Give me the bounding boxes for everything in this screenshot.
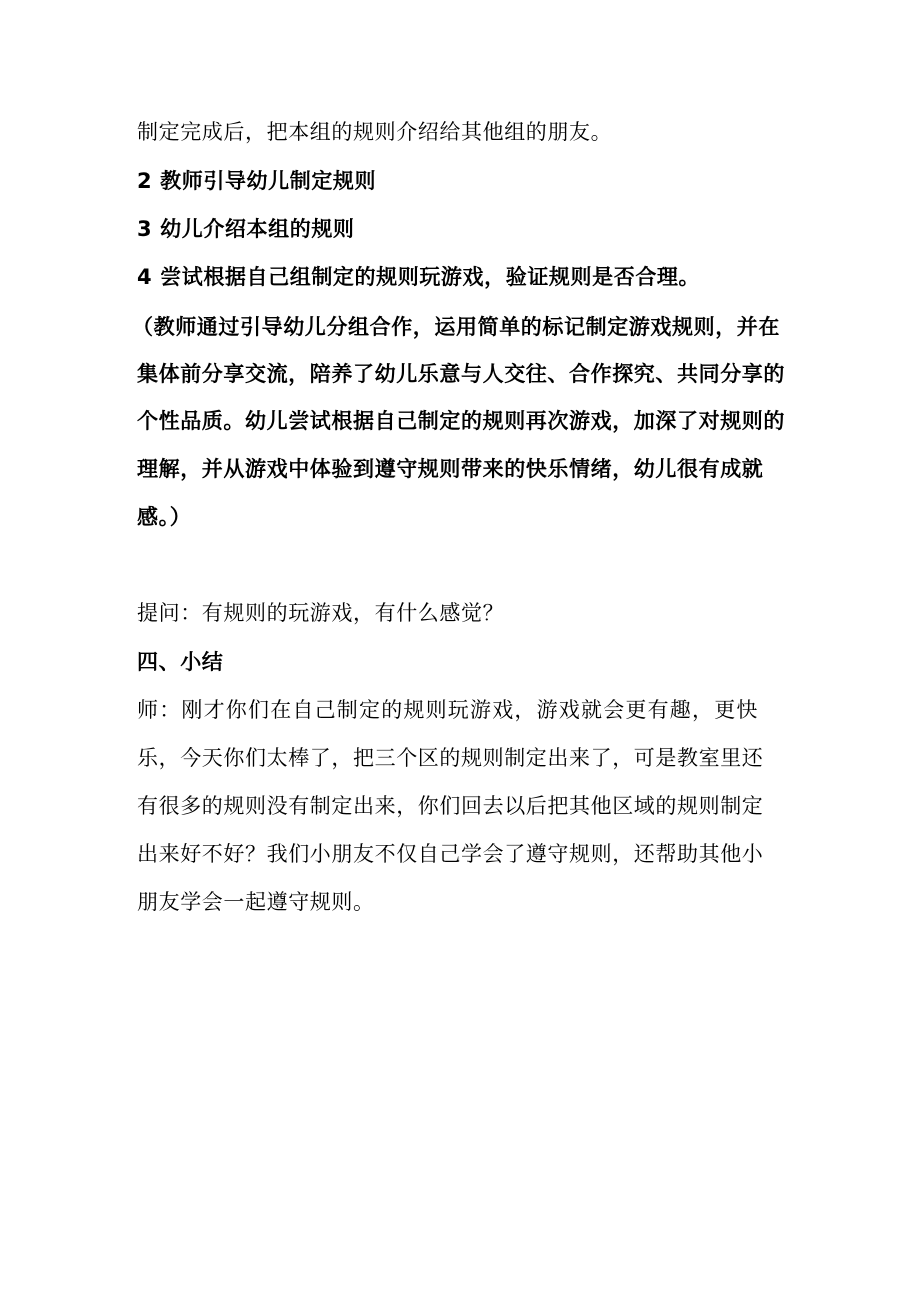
- summary-line-2: 乐，今天你们太棒了，把三个区的规则制定出来了，可是教室里还: [137, 746, 764, 770]
- commentary-line-2: 集体前分享交流，陪养了幼儿乐意与人交往、合作探究、共同分享的: [137, 362, 785, 386]
- summary-line-3: 有很多的规则没有制定出来，你们回去以后把其他区域的规则制定: [137, 794, 764, 818]
- summary-line-5: 朋友学会一起遵守规则。: [137, 890, 375, 914]
- commentary-line-4: 理解，并从游戏中体验到遵守规则带来的快乐情绪，幼儿很有成就: [137, 457, 764, 481]
- summary-line-1: 师：刚才你们在自己制定的规则玩游戏，游戏就会更有趣，更快: [137, 698, 759, 722]
- summary-line-4: 出来好不好？我们小朋友不仅自己学会了遵守规则，还帮助其他小: [137, 842, 764, 866]
- step-2-heading: 2 教师引导幼儿制定规则: [137, 169, 377, 193]
- commentary-line-1: （教师通过引导幼儿分组合作，运用简单的标记制定游戏规则，并在: [132, 315, 780, 339]
- text-line-completion: 制定完成后，把本组的规则介绍给其他组的朋友。: [137, 120, 613, 144]
- summary-heading: 四、小结: [137, 650, 224, 674]
- commentary-line-5: 感。）: [137, 505, 192, 529]
- step-3-heading: 3 幼儿介绍本组的规则: [137, 217, 355, 241]
- commentary-line-3: 个性品质。幼儿尝试根据自己制定的规则再次游戏，加深了对规则的: [137, 409, 785, 433]
- question-line: 提问：有规则的玩游戏，有什么感觉？: [137, 601, 505, 625]
- step-4-heading: 4 尝试根据自己组制定的规则玩游戏，验证规则是否合理。: [137, 265, 701, 289]
